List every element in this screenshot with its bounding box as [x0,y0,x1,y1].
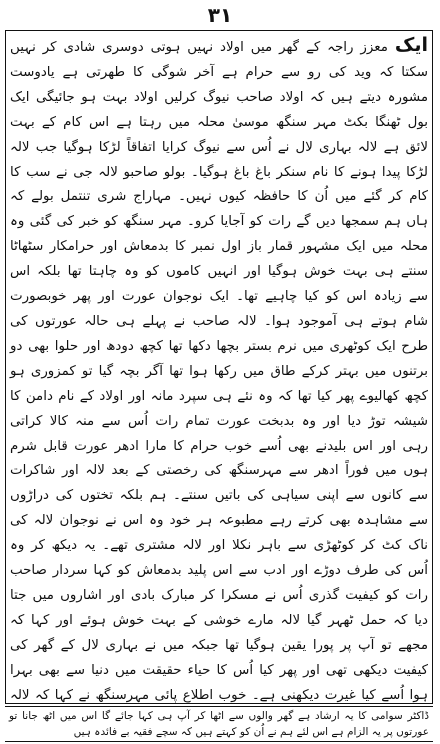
body-text-frame [5,30,433,704]
page-number: ٣١ [207,3,233,27]
footnote-text: ڈاکٹر سوامی کا یہ ارشاد ہے گھر والوں سے اٹھا کر آپ ہی کہا جائے گا اس میں اٹھ جانا تو عورتوں پر یہ الزام ہے اس لئے ہم نے اُن کو کہتے ہیں کہ سچے فقیہ بے فائدہ ہیں [9,710,429,738]
body-text [10,33,428,704]
footnote-frame [5,706,433,742]
body-paragraph: معزز راجہ کے گھر میں اولاد نہیں ہوتی دوسری شادی کر نہیں سکتا کہ وید کی رو سے حرام ہے آخر شوگی کا طھرتی ہے یادوست مشورہ دیتے ہیں کہ اولاد صاحب نیوگ کرلیں اولاد بہت ہو جائیگی ایک بول ٹھنگا بکٹ مہر سنگھ موسیٰ محلہ میں رہتا ہے اس کام کے بہت لائق ہے لالہ بہاری لال نے اُس سے نیوگ کرایا اتفاقاً لڑکا ہوگیا جب لالہ لڑکا پیدا ہونے کا نام سنکر باغ باغ ہوگیا۔ بولو صاحبو لالہ جی نے سب کا کام کر گئے میں اُن کا حافظہ کیوں نہیں۔ مہاراج شری تنتمل بولے کہ ہاں ہم سمجھا دیں گے رات کو آجایا کرو۔ مہر سنگھ کو خبر کی گئی وہ محلہ میں ایک مشہور قمار باز اول نمبر کا بدمعاش اور حرامکار سٹھاٹا سنتے ہی بہت خوش ہوگیا اور انہیں کاموں کو وہ چاہتا تھا بلکہ اس سے زیادہ اس کو کیا چاہیے تھا۔ ایک نوجوان عورت اور پھر خوبصورت شام ہوتے ہی آموجود ہوا۔ لالہ صاحب نے پہلے ہی حالہ عورتوں کی طرح ایک کوٹھری میں نرم بستر بچھا دکھا تھا کچھ دودھ اور حلوا بھی دو برتنوں میں بہتر کرکے طاق میں رکھا ہوا تھا آگر بچہ گیا تو کمزوری ہو کچھ کھالیوے پھر کیا تھا کہ وہ نئے ہی سپرد مانہ اور اولاد کے نام دامن کا شیشہ توڑ دیا اور وہ بدبخت عورت تمام رات اُس سے منہ کالا کراتی رہی اور اس بلیدنے بھی اُسے خوب حرام کا مارا ادھر عورت قابل شرم ہوں میں فوراً ادھر سے مہرسنگھ کی رخصتی کے بعد لالہ اور شاکرات سے کانوں سے اپنی سیاہی کی باتیں سنتے۔ ہم بلکہ تختوں کی دراڑوں سے مشاہدہ بھی کرتے رہے مطبوعہ ہر خود وہ اس نے نوجوان لالہ کی ناک کٹ کر کوٹھڑی سے باہر نکلا اور لالہ مشتری تھے۔ یہ دیکھ کر وہ اُس کی طرف دوڑے اور ادب سے اس پلید بدمعاش کو کہا سردار صاحب رات کو کیفیت گذری اُس نے مسکرا کر مبارک بادی اور اشاروں میں جتا دیا کہ حمل ٹھہر گیا لالہ مارے خوشی کے بہت خوش ہوئے اور کہا کہ مجھے تو آپ پر پورا یقین ہوگیا تھا جبکہ میں نے بہاری لال کے گھر کی کیفیت دیکھی تھی اور پھر کیا اُس کا حیاء حقیقت میں دنیا سے بھی بہرا ہوا اُسے کیا غیرت دیکھنی ہے۔ خوب اطلاع پائی مہرسنگھ نے کہا کہ لالہ [10,40,428,703]
initial-word: ایک [394,34,428,56]
